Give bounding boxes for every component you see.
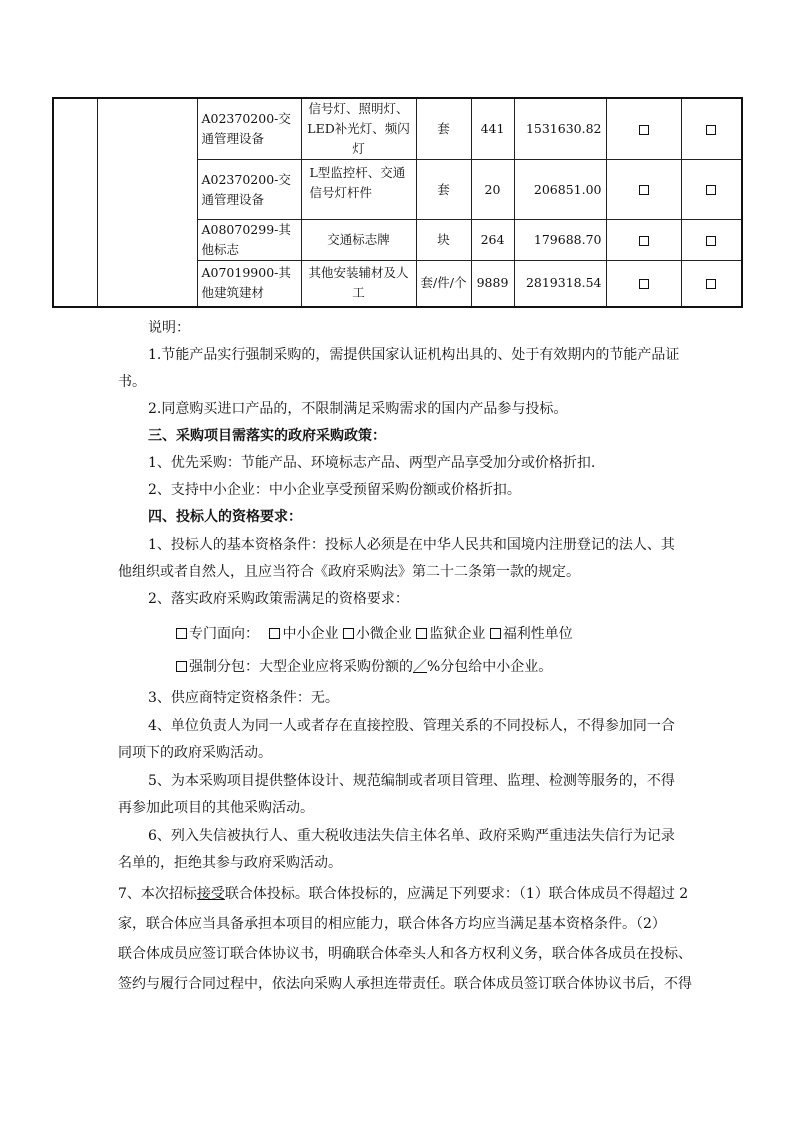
- item-amount: 2819318.54: [514, 261, 606, 307]
- section-4-item-4-line-1: 4、单位负责人为同一人或者存在直接控股、管理关系的不同投标人，不得参加同一合: [148, 718, 675, 734]
- option-sme-label: 中小企业: [282, 626, 339, 642]
- checkbox-cell: [606, 160, 681, 220]
- policy-options-row: [176, 624, 736, 644]
- checkbox[interactable]: [416, 628, 427, 639]
- subcontract-option-row: [176, 657, 736, 677]
- checkbox[interactable]: [269, 628, 280, 639]
- section-4-item-7-line-4: 签约与履行合同过程中，依法向采购人承担连带责任。联合体成员签订联合体协议书后，不得: [118, 976, 692, 992]
- notes-title: 说明：: [148, 320, 190, 336]
- item-quantity: 264: [471, 220, 514, 261]
- item-name: 交通标志牌: [301, 220, 416, 261]
- checkbox-cell: [681, 160, 742, 220]
- section-4-item-6-line-2: 名单的，拒绝其参与政府采购活动。: [118, 855, 342, 871]
- checkbox[interactable]: [706, 279, 716, 289]
- item-unit: 套: [416, 160, 471, 220]
- table-row: [53, 98, 742, 160]
- checkbox[interactable]: [639, 236, 649, 246]
- subcontract-text-pre: 强制分包：大型企业应将采购份额的: [189, 659, 413, 675]
- checkbox[interactable]: [490, 628, 501, 639]
- checkbox[interactable]: [639, 279, 649, 289]
- section-3-item-2: 2、支持中小企业：中小企业享受预留采购份额或价格折扣。: [148, 482, 521, 498]
- subcontract-text-post: %分包给中小企业。: [427, 659, 553, 675]
- checkbox-cell: [681, 261, 742, 307]
- procurement-items-table: [52, 97, 743, 308]
- item-code: A07019900-其他建筑建材: [197, 261, 301, 307]
- option-direct-label: 专门面向：: [189, 626, 259, 642]
- option-micro-label: 小微企业: [355, 626, 412, 642]
- item-quantity: 9889: [471, 261, 514, 307]
- section-4-item-4-line-2: 同项下的政府采购活动。: [118, 745, 272, 761]
- item-7-text-post: 联合体投标。联合体投标的，应满足下列要求：（1）联合体成员不得超过 2: [224, 886, 689, 902]
- item-unit: 套/件/个: [416, 261, 471, 307]
- item-7-text-pre: 7、本次招标: [118, 886, 197, 902]
- section-4-heading: 四、投标人的资格要求：: [148, 509, 302, 525]
- item-name: L型监控杆、交通信号灯杆件: [301, 160, 416, 220]
- note-1-line-1: 1.节能产品实行强制采购的，需提供国家认证机构出具的、处于有效期内的节能产品证: [148, 347, 680, 363]
- section-4-item-6-line-1: 6、列入失信被执行人、重大税收违法失信主体名单、政府采购严重违法失信行为记录: [148, 828, 675, 844]
- checkbox-cell: [606, 220, 681, 261]
- checkbox[interactable]: [706, 185, 716, 195]
- item-name: 信号灯、照明灯、LED补光灯、频闪灯: [301, 98, 416, 160]
- option-prison-label: 监狱企业: [429, 626, 486, 642]
- item-amount: 1531630.82: [514, 98, 606, 160]
- item-amount: 179688.70: [514, 220, 606, 261]
- item-quantity: 441: [471, 98, 514, 160]
- item-code: A02370200-交通管理设备: [197, 98, 301, 160]
- checkbox-cell: [606, 261, 681, 307]
- item-7-underlined: 接受: [196, 886, 225, 902]
- checkbox-cell: [681, 220, 742, 261]
- section-3-item-1: 1、优先采购：节能产品、环境标志产品、两型产品享受加分或价格折扣.: [148, 455, 596, 471]
- section-4-item-2: 2、落实政府采购政策需满足的资格要求：: [148, 591, 409, 607]
- section-4-item-5-line-2: 再参加此项目的其他采购活动。: [118, 800, 314, 816]
- section-4-item-7-line-1: [118, 884, 689, 904]
- option-welfare-label: 福利性单位: [502, 626, 573, 642]
- section-4-item-5-line-1: 5、为本采购项目提供整体设计、规范编制或者项目管理、监理、检测等服务的，不得: [148, 773, 675, 789]
- section-4-item-1-line-2: 他组织或者自然人，且应当符合《政府采购法》第二十二条第一款的规定。: [118, 564, 580, 580]
- item-code: A08070299-其他标志: [197, 220, 301, 261]
- note-1-line-2: 书。: [118, 374, 146, 390]
- item-quantity: 20: [471, 160, 514, 220]
- checkbox[interactable]: [176, 661, 187, 672]
- checkbox[interactable]: [343, 628, 354, 639]
- checkbox[interactable]: [639, 125, 649, 135]
- merged-package-cell: [97, 98, 197, 307]
- item-unit: 套: [416, 98, 471, 160]
- section-4-item-7-line-2: 家，联合体应当具备承担本项目的相应能力，联合体各方均应当满足基本资格条件。（2）: [118, 916, 666, 932]
- section-4-item-1-line-1: 1、投标人的基本资格条件：投标人必须是在中华人民共和国境内注册登记的法人、其: [148, 537, 675, 553]
- item-name: 其他安装辅材及人工: [301, 261, 416, 307]
- subcontract-blank: ／: [413, 659, 427, 675]
- section-4-item-3: 3、供应商特定资格条件：无。: [148, 690, 339, 706]
- checkbox[interactable]: [706, 236, 716, 246]
- checkbox-cell: [606, 98, 681, 160]
- section-3-heading: 三、采购项目需落实的政府采购政策：: [148, 428, 386, 444]
- checkbox[interactable]: [639, 185, 649, 195]
- checkbox[interactable]: [176, 628, 187, 639]
- merged-index-cell: [53, 98, 97, 307]
- section-4-item-7-line-3: 联合体成员应签订联合体协议书，明确联合体牵头人和各方权利义务，联合体各成员在投标、: [118, 946, 692, 962]
- item-unit: 块: [416, 220, 471, 261]
- note-2: 2.同意购买进口产品的，不限制满足采购需求的国内产品参与投标。: [148, 401, 568, 417]
- checkbox-cell: [681, 98, 742, 160]
- item-amount: 206851.00: [514, 160, 606, 220]
- checkbox[interactable]: [706, 125, 716, 135]
- item-code: A02370200-交通管理设备: [197, 160, 301, 220]
